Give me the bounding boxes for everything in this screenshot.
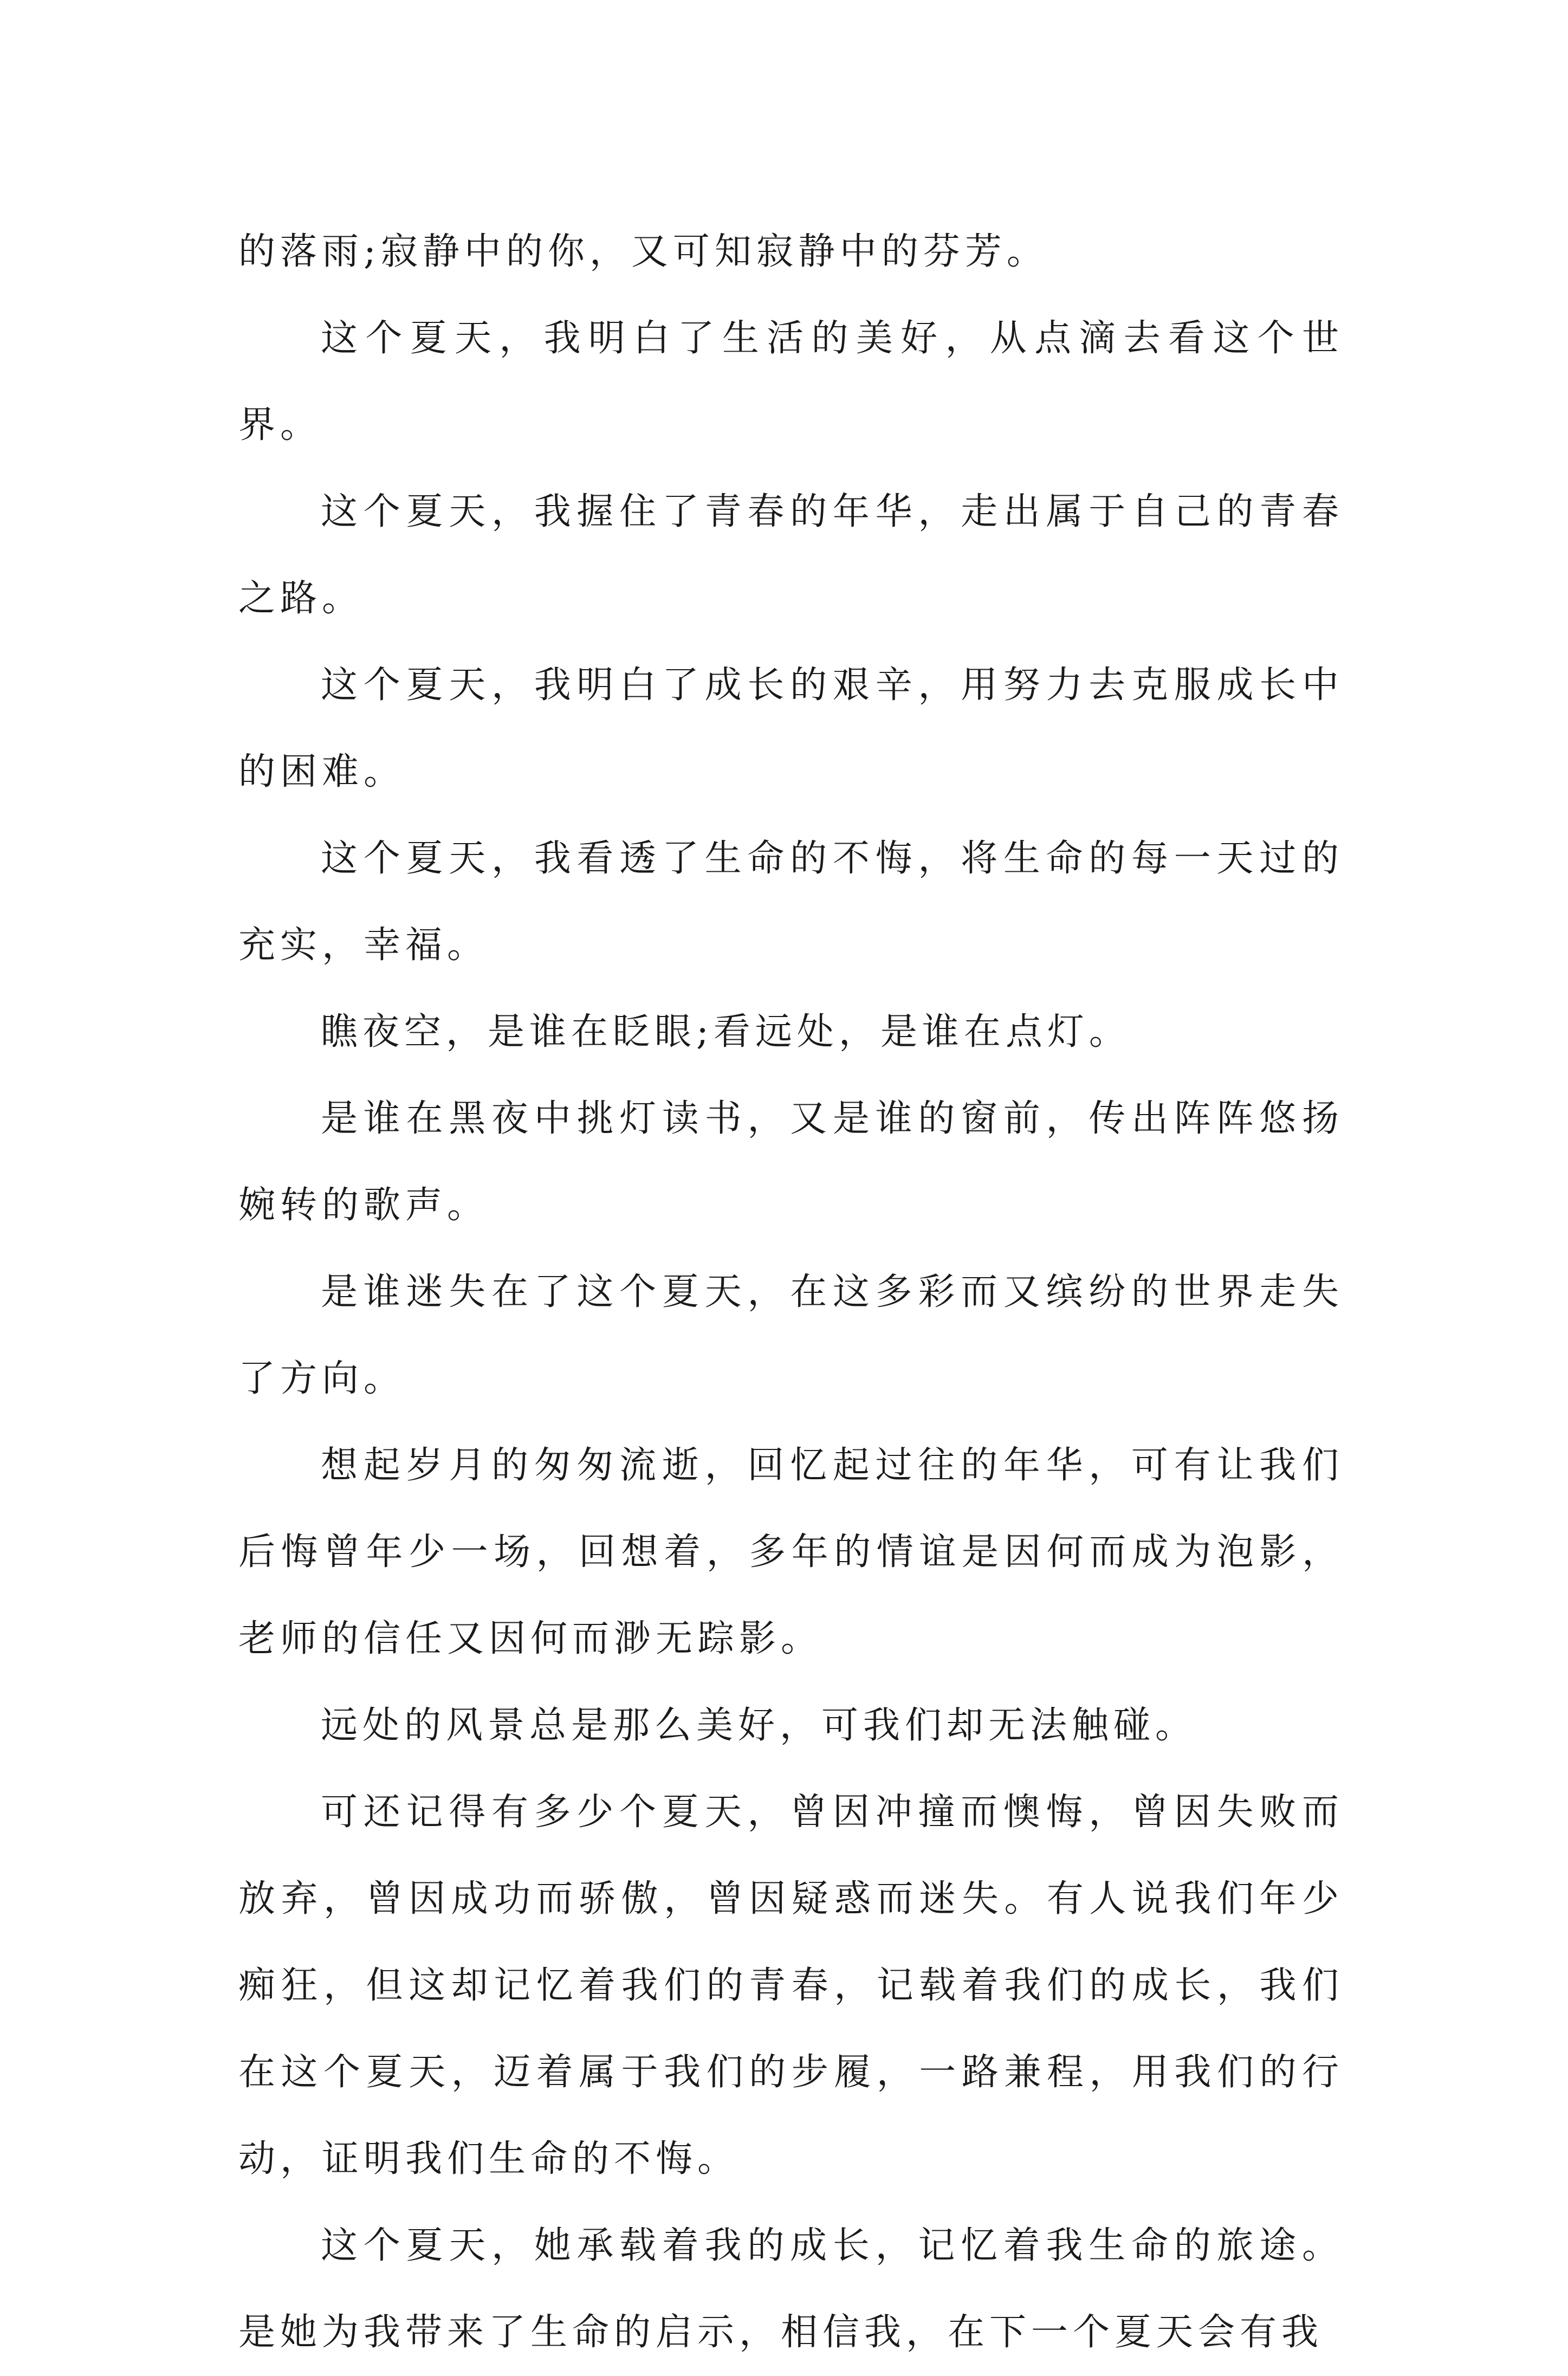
paragraph-11: 可还记得有多少个夏天，曾因冲撞而懊悔，曾因失败而放弃，曾因成功而骄傲，曾因疑惑而迷失。有人说我们年少痴狂，但这却记忆着我们的青春，记载着我们的成长，我们在这个夏天，迈着属于我们的步履，一路兼程，用我们的行动，证明我们生命的不悔。 bbox=[238, 1791, 1344, 2180]
paragraph-4: 这个夏天，我明白了成长的艰辛，用努力去克服成长中的困难。 bbox=[238, 664, 1344, 793]
paragraph-2: 这个夏天，我明白了生活的美好，从点滴去看这个世界。 bbox=[238, 317, 1344, 446]
paragraph-12: 这个夏天，她承载着我的成长，记忆着我生命的旅途。是她为我带来了生命的启示，相信我，在下一个夏天会有我 bbox=[238, 2224, 1344, 2354]
paragraph-5: 这个夏天，我看透了生命的不悔，将生命的每一天过的充实，幸福。 bbox=[238, 837, 1344, 967]
paragraph-3: 这个夏天，我握住了青春的年华，走出属于自己的青春之路。 bbox=[238, 490, 1344, 620]
paragraph-7: 是谁在黑夜中挑灯读书，又是谁的窗前，传出阵阵悠扬婉转的歌声。 bbox=[238, 1097, 1344, 1227]
paragraph-9: 想起岁月的匆匆流逝，回忆起过往的年华，可有让我们后悔曾年少一场，回想着，多年的情谊是因何而成为泡影，老师的信任又因何而渺无踪影。 bbox=[238, 1444, 1344, 1660]
paragraph-1: 的落雨;寂静中的你，又可知寂静中的芬芳。 bbox=[238, 230, 1048, 273]
paragraph-8: 是谁迷失在了这个夏天，在这多彩而又缤纷的世界走失了方向。 bbox=[238, 1271, 1344, 1400]
paragraph-10: 远处的风景总是那么美好，可我们却无法触碰。 bbox=[321, 1704, 1197, 1747]
paragraph-6: 瞧夜空，是谁在眨眼;看远处，是谁在点灯。 bbox=[321, 1011, 1131, 1053]
document-body bbox=[238, 209, 1344, 2376]
